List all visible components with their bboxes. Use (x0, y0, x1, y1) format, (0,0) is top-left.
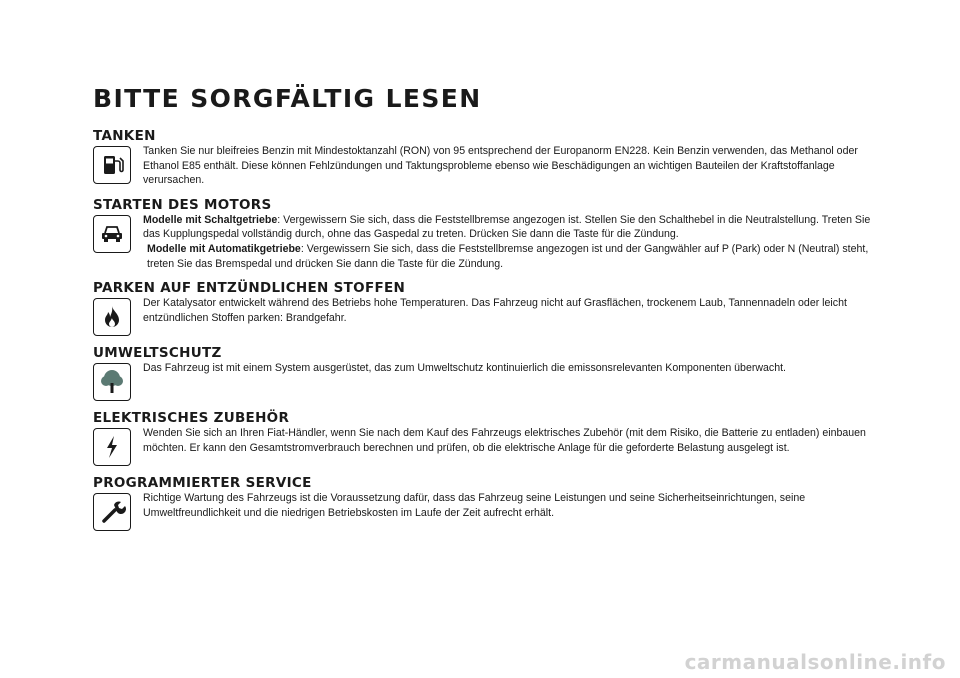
page-title: BITTE SORGFÄLTIG LESEN (93, 84, 482, 113)
section-heading: STARTEN DES MOTORS (93, 196, 272, 213)
section-text (143, 213, 885, 271)
page-content (93, 84, 885, 540)
elektrisch-paragraph: Wenden Sie sich an Ihren Fiat-Händler, wenn Sie nach dem Kauf des Fahrzeugs elektrisches Zubehör (mit dem Risiko, die Batterie zu entladen) einbauen möchten. Er kann den Gesamtstromverbrauch berechnen und prüfen, ob die elektrische Anlage für die geforderte Belastung ausgelegt ist. (143, 427, 866, 454)
section-starten (93, 197, 885, 271)
fuel-pump-icon (93, 146, 131, 184)
section-heading: PARKEN AUF ENTZÜNDLICHEN STOFFEN (93, 280, 406, 297)
section-heading: ELEKTRISCHES ZUBEHÖR (93, 410, 290, 427)
lightning-icon (93, 428, 131, 466)
section-text (143, 426, 885, 455)
auto-label: Modelle mit Automatikgetriebe (147, 242, 301, 255)
section-service (93, 475, 885, 531)
section-text (143, 491, 885, 520)
fire-icon (93, 298, 131, 336)
auto-text: : Vergewissern Sie sich, dass die Feststellbremse angezogen ist und der Gangwähler auf P (Park) oder N (Neutral) steht, treten Sie das Bremspedal und drücken Sie dann die Taste für die Zündung. (147, 242, 869, 270)
section-parken (93, 280, 885, 336)
section-tanken (93, 128, 885, 188)
auto-paragraph (143, 242, 885, 271)
parken-paragraph: Der Katalysator entwickelt während des Betriebs hohe Temperaturen. Das Fahrzeug nicht auf Grasflächen, trockenem Laub, Tannennadeln oder leicht entzündlichen Stoffen parken: Brandgefahr. (143, 297, 847, 324)
section-heading: UMWELTSCHUTZ (93, 345, 222, 362)
tree-icon (93, 363, 131, 401)
section-umweltschutz (93, 345, 885, 401)
section-heading: TANKEN (93, 128, 156, 144)
watermark: carmanualsonline.info (684, 650, 946, 674)
section-elektrisch (93, 410, 885, 466)
section-text (143, 361, 885, 376)
manual-label: Modelle mit Schaltgetriebe (143, 213, 278, 226)
manual-paragraph (143, 213, 885, 242)
service-paragraph: Richtige Wartung des Fahrzeugs ist die Voraussetzung dafür, dass das Fahrzeug seine Leistungen und seine Sicherheitseinrichtungen, seine Umweltfreundlichkeit und die niedrigen Betriebskosten im Laufe der Zeit aufrecht erhält. (143, 492, 806, 519)
manual-text: : Vergewissern Sie sich, dass die Feststellbremse angezogen ist. Stellen Sie den Schalthebel in die Neutralstellung. Treten Sie das Kupplungspedal vollständig durch, ohne das Gaspedal zu treten. Drücken Sie dann die Taste für die Zündung. (143, 213, 871, 241)
wrench-icon (93, 493, 131, 531)
umwelt-paragraph: Das Fahrzeug ist mit einem System ausgerüstet, das zum Umweltschutz kontinuierlich die emissonsrelevanten Komponenten überwacht. (143, 362, 786, 375)
car-icon (93, 215, 131, 253)
section-heading: PROGRAMMIERTER SERVICE (93, 475, 312, 492)
section-text (143, 144, 885, 188)
tanken-paragraph: Tanken Sie nur bleifreies Benzin mit Mindestoktanzahl (RON) von 95 entsprechend der Europanorm EN228. Kein Benzin verwenden, das Methanol oder Ethanol E85 enthält. Diese können Fehlzündungen und Taktungsprobleme ebenso wie Beschädigungen an wichtigen Bauteilen der Kraftstoffanlage verursachen. (143, 145, 858, 187)
section-text (143, 296, 885, 325)
